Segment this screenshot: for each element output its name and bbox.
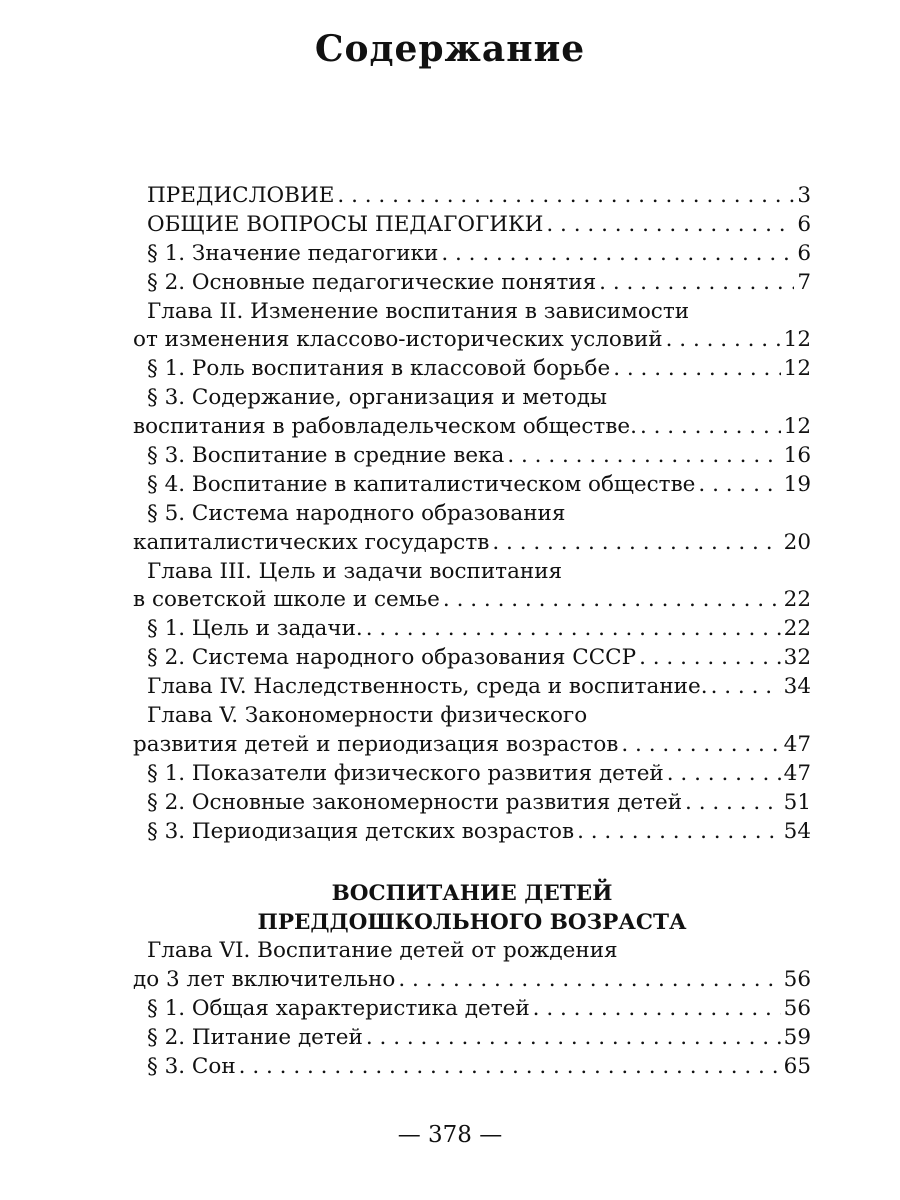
toc-entry-page: 6 — [797, 211, 811, 237]
toc-entry-title: ПРЕДИСЛОВИЕ — [147, 183, 335, 208]
toc-entry-page: 12 — [783, 356, 811, 382]
table-of-contents — [133, 182, 811, 1082]
dot-leader — [366, 615, 781, 644]
toc-entry-title: § 1. Общая характеристика детей — [147, 996, 530, 1022]
toc-entry-page: 19 — [783, 471, 811, 497]
dot-leader — [533, 995, 781, 1024]
dot-leader — [577, 818, 781, 847]
toc-entry — [133, 500, 811, 529]
toc-entry — [133, 182, 811, 211]
toc-entry-page: 7 — [797, 269, 811, 295]
toc-entry — [133, 471, 811, 500]
toc-entry-title: § 3. Сон — [147, 1054, 236, 1080]
dot-leader — [546, 211, 794, 240]
toc-entry — [133, 818, 811, 847]
toc-entry — [133, 789, 811, 818]
toc-entry-title: Глава IV. Наследственность, среда и воспитание. — [147, 674, 708, 700]
toc-entry-title: § 1. Роль воспитания в классовой борьбе — [147, 356, 611, 382]
toc-entry-title: развития детей и периодизация возрастов — [133, 731, 619, 757]
toc-entry-page: 56 — [783, 967, 811, 993]
toc-entry-title: в советской школе и семье — [133, 587, 440, 613]
dot-leader — [666, 326, 781, 355]
toc-entry-title: § 2. Основные педагогические понятия — [147, 269, 597, 295]
toc-entry — [133, 673, 811, 702]
toc-entry-title: § 3. Периодизация детских возрастов — [147, 818, 575, 844]
dot-leader — [639, 644, 781, 673]
toc-entry-title: капиталистических государств — [133, 529, 490, 555]
page-title: Содержание — [314, 28, 586, 70]
toc-entry-title: до 3 лет включительно — [133, 967, 396, 993]
toc-entry-title: § 2. Питание детей — [147, 1025, 363, 1051]
section-heading: ВОСПИТАНИЕ ДЕТЕЙ — [331, 881, 613, 907]
dot-leader — [443, 586, 781, 615]
toc-entry — [133, 298, 811, 327]
toc-entry — [133, 326, 811, 355]
toc-entry-page: 3 — [797, 183, 811, 208]
section-heading: ПРЕДДОШКОЛЬНОГО ВОЗРАСТА — [257, 910, 687, 936]
dot-leader — [621, 731, 780, 760]
toc-entry-page: 51 — [783, 789, 811, 815]
toc-entry-title: § 1. Цель и задачи. — [147, 616, 363, 642]
toc-entry-page: 65 — [783, 1054, 811, 1080]
toc-entry-title: § 2. Система народного образования СССР — [147, 645, 637, 671]
toc-entry — [133, 937, 811, 966]
toc-entry — [133, 211, 811, 240]
toc-entry-page: 12 — [783, 327, 811, 353]
dot-leader — [441, 240, 794, 269]
toc-entry-page: 32 — [783, 645, 811, 671]
toc-entry — [133, 1024, 811, 1053]
toc-entry-title: Глава VI. Воспитание детей от рождения — [147, 938, 618, 964]
page-number: — 378 — — [397, 1122, 503, 1148]
toc-entry — [133, 355, 811, 384]
toc-entry — [133, 586, 811, 615]
toc-entry-title: § 4. Воспитание в капиталистическом обществе — [147, 471, 696, 497]
toc-entry — [133, 644, 811, 673]
toc-entry — [133, 995, 811, 1024]
toc-entry-page: 56 — [783, 996, 811, 1022]
toc-entry-title: от изменения классово-исторических условий — [133, 327, 663, 353]
toc-entry — [133, 529, 811, 558]
dot-leader — [366, 1024, 781, 1053]
toc-entry-title: Глава III. Цель и задачи воспитания — [147, 558, 563, 584]
toc-entry-title: § 2. Основные закономерности развития детей — [147, 789, 683, 815]
dot-leader — [667, 760, 781, 789]
toc-entry-title: § 3. Содержание, организация и методы — [147, 385, 608, 411]
toc-entry — [133, 760, 811, 789]
toc-entry — [133, 702, 811, 731]
toc-entry-title: ОБЩИЕ ВОПРОСЫ ПЕДАГОГИКИ — [147, 211, 544, 237]
toc-entry-page: 54 — [783, 818, 811, 844]
toc-entry-page: 22 — [783, 616, 811, 642]
toc-entry — [133, 731, 811, 760]
toc-entry-title: Глава II. Изменение воспитания в зависимости — [147, 298, 690, 324]
toc-entry — [133, 966, 811, 995]
dot-leader — [239, 1053, 781, 1082]
toc-entry-page: 16 — [783, 443, 811, 469]
toc-entry — [133, 269, 811, 298]
dot-leader — [337, 182, 794, 211]
toc-entry-page: 22 — [783, 587, 811, 613]
toc-entry-title: § 5. Система народного образования — [147, 500, 566, 526]
toc-entry — [133, 558, 811, 587]
dot-leader — [711, 673, 781, 702]
dot-leader — [599, 269, 794, 298]
toc-entry — [133, 384, 811, 413]
toc-entry — [133, 615, 811, 644]
dot-leader — [613, 355, 780, 384]
toc-entry-title: Глава V. Закономерности физического — [147, 703, 588, 729]
toc-entry-page: 20 — [783, 529, 811, 555]
toc-entry-title: § 1. Значение педагогики — [147, 240, 439, 266]
toc-entry-page: 47 — [783, 760, 811, 786]
toc-entry-title: § 3. Воспитание в средние века — [147, 443, 505, 469]
toc-entry-page: 47 — [783, 731, 811, 757]
dot-leader — [685, 789, 781, 818]
toc-entry-page: 12 — [783, 414, 811, 440]
section-gap — [133, 846, 811, 879]
toc-entry-page: 6 — [797, 240, 811, 266]
toc-entry — [133, 240, 811, 269]
toc-entry — [133, 442, 811, 471]
toc-entry-title: воспитания в рабовладельческом обществе. — [133, 414, 637, 440]
dot-leader — [698, 471, 780, 500]
toc-entry — [133, 413, 811, 442]
toc-entry-page: 34 — [783, 674, 811, 700]
dot-leader — [640, 413, 781, 442]
dot-leader — [492, 529, 780, 558]
dot-leader — [398, 966, 780, 995]
toc-entry — [133, 1053, 811, 1082]
dot-leader — [507, 442, 780, 471]
toc-entry-page: 59 — [783, 1025, 811, 1051]
toc-entry-title: § 1. Показатели физического развития детей — [147, 760, 664, 786]
